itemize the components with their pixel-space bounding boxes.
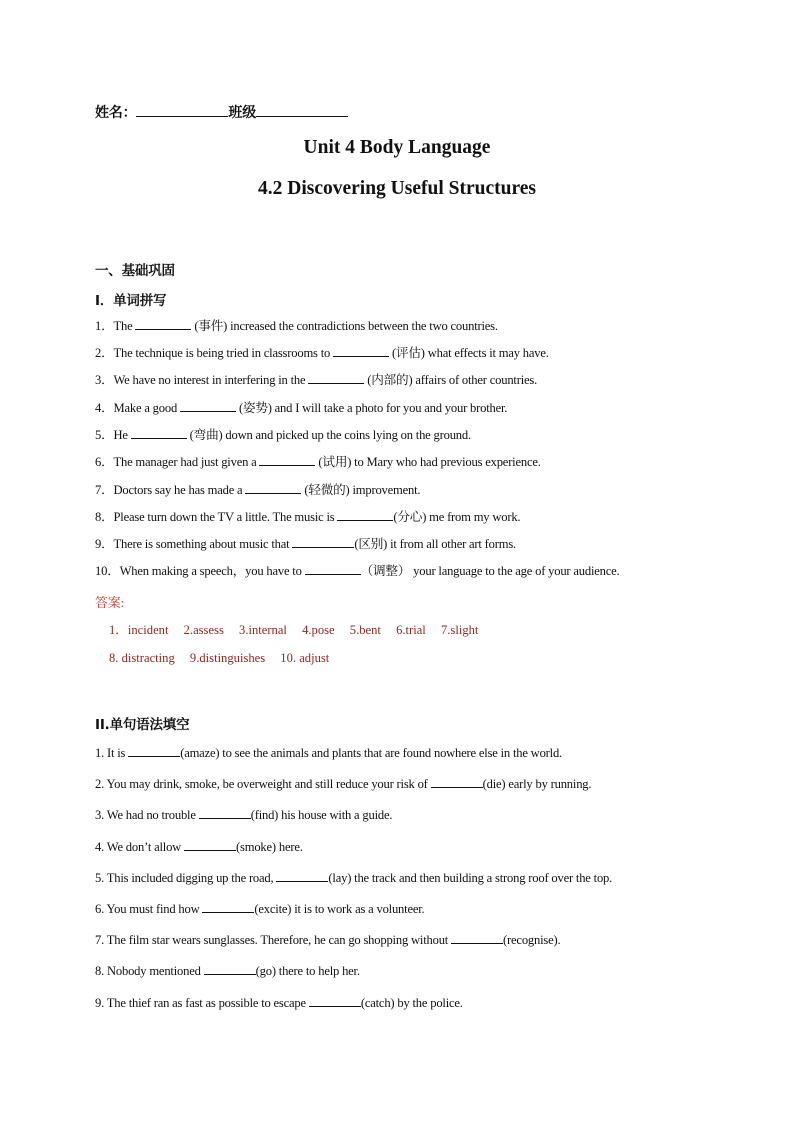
answer-key: 7.slight	[440, 623, 479, 637]
spelling-item: 5．He (弯曲) down and picked up the coins lying on the ground.	[95, 428, 471, 442]
section-heading-basics: 一、基础巩固	[95, 263, 175, 279]
answer-blank[interactable]	[333, 356, 389, 357]
answer-blank[interactable]	[292, 547, 354, 548]
class-label: 班级	[228, 105, 257, 121]
spelling-item: 6．The manager had just given a (试用) to Mary who had previous experience.	[95, 455, 541, 469]
answer-blank[interactable]	[128, 756, 180, 757]
part-heading-grammar: II.单句语法填空	[95, 717, 190, 733]
name-blank[interactable]	[136, 116, 228, 117]
spelling-item: 8．Please turn down the TV a little. The music is (分心) me from my work.	[95, 510, 521, 524]
answer-blank[interactable]	[259, 465, 315, 466]
answer-blank[interactable]	[451, 943, 503, 944]
answer-blank[interactable]	[431, 787, 483, 788]
spelling-item: 7．Doctors say he has made a (轻微的) improvement.	[95, 483, 421, 497]
grammar-item: 9. The thief ran as fast as possible to escape (catch) by the police.	[95, 996, 463, 1010]
spelling-item: 10．When making a speech，you have to （调整） your language to the age of your audience.	[95, 564, 620, 578]
answer-blank[interactable]	[337, 520, 393, 521]
answer-blank[interactable]	[276, 881, 328, 882]
class-blank[interactable]	[256, 116, 348, 117]
spelling-item: 1．The (事件) increased the contradictions between the two countries.	[95, 319, 498, 333]
part-heading-spelling: I．单词拼写	[95, 293, 167, 309]
grammar-item: 5. This included digging up the road, (lay) the track and then building a strong roof over the top.	[95, 871, 613, 885]
answer-blank[interactable]	[308, 383, 364, 384]
grammar-item: 3. We had no trouble (find) his house with a guide.	[95, 808, 393, 822]
answer-key: 8. distracting	[109, 651, 175, 665]
answers-row-1	[109, 619, 490, 638]
grammar-item: 6. You must find how (excite) it is to work as a volunteer.	[95, 902, 425, 916]
student-info-line	[95, 102, 348, 122]
answer-key: 3.internal	[239, 623, 287, 637]
grammar-item: 7. The film star wears sunglasses. Therefore, he can go shopping without (recognise).	[95, 933, 561, 947]
spelling-item: 9．There is something about music that (区别) it from all other art forms.	[95, 537, 516, 551]
answer-key: 6.trial	[396, 623, 426, 637]
answer-key: 4.pose	[302, 623, 335, 637]
spelling-item: 3．We have no interest in interfering in the (内部的) affairs of other countries.	[95, 373, 538, 387]
answer-key: 9.distinguishes	[189, 651, 266, 665]
answers-label: 答案:	[95, 595, 125, 610]
name-label: 姓名：	[95, 105, 137, 121]
grammar-item: 8. Nobody mentioned (go) there to help her.	[95, 964, 360, 978]
answers-row-2	[109, 651, 341, 666]
answer-blank[interactable]	[131, 438, 187, 439]
answer-key: 10. adjust	[280, 651, 330, 665]
unit-title: Unit 4 Body Language	[303, 137, 491, 158]
grammar-item: 4. We don’t allow (smoke) here.	[95, 840, 303, 854]
spelling-item: 4．Make a good (姿势) and I will take a photo for you and your brother.	[95, 401, 508, 415]
answer-blank[interactable]	[309, 1006, 361, 1007]
answer-key: 1．incident	[109, 623, 169, 637]
answer-blank[interactable]	[245, 493, 301, 494]
answer-blank[interactable]	[305, 574, 361, 575]
answer-blank[interactable]	[180, 411, 236, 412]
answer-blank[interactable]	[202, 912, 254, 913]
answer-blank[interactable]	[199, 818, 251, 819]
answer-key: 2.assess	[183, 623, 224, 637]
answer-blank[interactable]	[204, 974, 256, 975]
spelling-item: 2．The technique is being tried in classrooms to (评估) what effects it may have.	[95, 346, 549, 360]
grammar-item: 1. It is (amaze) to see the animals and plants that are found nowhere else in the world.	[95, 746, 563, 760]
answer-blank[interactable]	[135, 329, 191, 330]
answer-blank[interactable]	[184, 850, 236, 851]
answer-key: 5.bent	[349, 623, 381, 637]
grammar-item: 2. You may drink, smoke, be overweight and still reduce your risk of (die) early by running.	[95, 777, 592, 791]
lesson-title: 4.2 Discovering Useful Structures	[257, 178, 537, 199]
